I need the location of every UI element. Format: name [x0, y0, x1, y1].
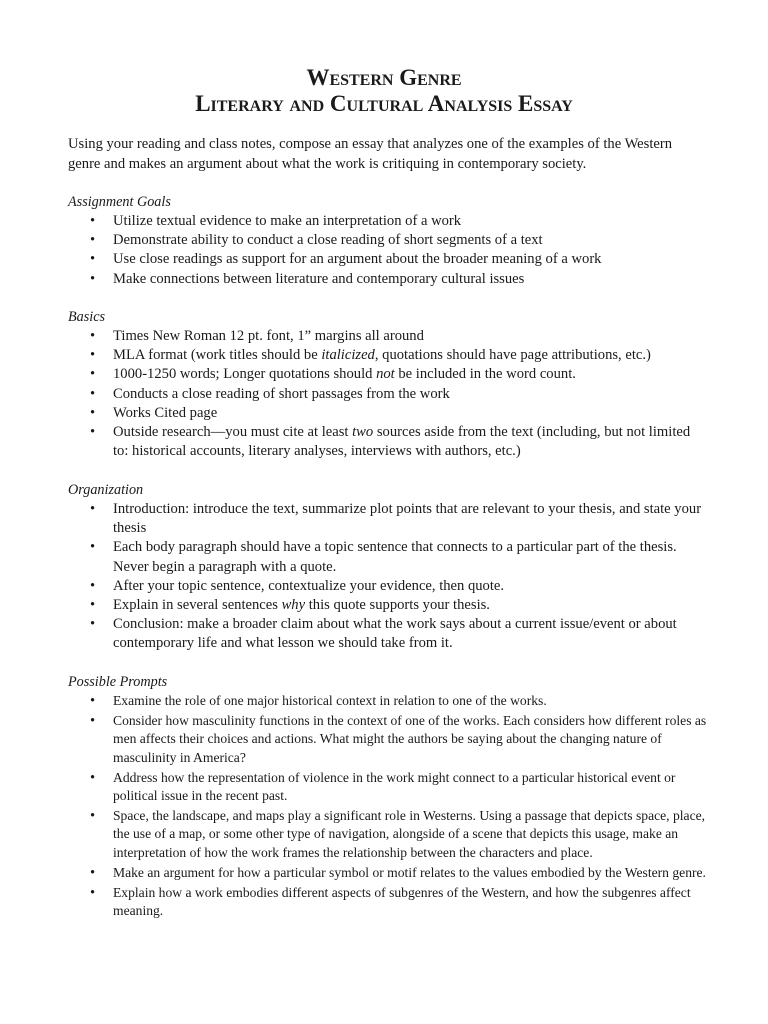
- list-item: [68, 423, 708, 461]
- item-text: MLA format (work titles should be: [113, 347, 322, 364]
- list-item: • Introduction: introduce the text, summarize plot points that are relevant to your thesis, and state your thesis: [68, 500, 708, 538]
- item-text: sources aside from the text (including, but not limited to: historical accounts, literary analyses, interviews with authors, etc.): [113, 424, 691, 460]
- item-text: Explain in several sentences: [113, 597, 282, 614]
- section-organization: [68, 481, 708, 654]
- list-item: [68, 365, 708, 384]
- section-heading: Assignment Goals: [68, 194, 171, 210]
- list-item: • Times New Roman 12 pt. font, 1” margins all around: [68, 327, 708, 346]
- emphasis-text: two: [352, 424, 374, 441]
- item-text: 1000-1250 words; Longer quotations should: [113, 366, 377, 383]
- list-item: • Utilize textual evidence to make an interpretation of a work: [68, 212, 708, 231]
- list-item: • Each body paragraph should have a topic sentence that connects to a particular part of the thesis. Never begin a paragraph with a quote.: [68, 538, 708, 576]
- list-item: • Works Cited page: [68, 404, 708, 423]
- section-assignment-goals: [68, 193, 708, 289]
- item-text: Outside research—you must cite at least: [113, 424, 353, 441]
- intro-paragraph: Using your reading and class notes, compose an essay that analyzes one of the examples of the Western genre and makes an argument about what the work is critiquing in contemporary society.: [68, 136, 673, 172]
- goals-list: [68, 212, 708, 289]
- list-item: • Examine the role of one major historical context in relation to one of the works.: [68, 692, 708, 710]
- prompts-list: [68, 692, 708, 920]
- list-item: • Address how the representation of violence in the work might connect to a particular historical event or political issue in the recent past.: [68, 769, 708, 805]
- list-item: • Make connections between literature and contemporary cultural issues: [68, 270, 708, 289]
- section-heading: Basics: [68, 309, 106, 325]
- list-item: [68, 596, 708, 615]
- list-item: • Space, the landscape, and maps play a significant role in Westerns. Using a passage that depicts space, place, the use of a map, or some other type of navigation, alongside of a scene that depicts this usage, make an interpretation of how the work frames the relationship between the characters and place.: [68, 807, 708, 862]
- item-text: be included in the word count.: [394, 366, 576, 383]
- list-item: • Use close readings as support for an argument about the broader meaning of a work: [68, 250, 708, 269]
- basics-list: [68, 327, 708, 461]
- emphasis-text: why: [281, 597, 306, 614]
- list-item: • Explain how a work embodies different aspects of subgenres of the Western, and how the subgenres affect meaning.: [68, 884, 708, 920]
- list-item: • Consider how masculinity functions in the context of one of the works. Each considers how different roles as men affects their choices and actions. What might the authors be saying about the changing nature of masculinity in America?: [68, 712, 708, 767]
- section-possible-prompts: [68, 673, 708, 920]
- list-item: • Demonstrate ability to conduct a close reading of short segments of a text: [68, 231, 708, 250]
- title-line-1: Western Genre: [306, 65, 462, 90]
- list-item: • After your topic sentence, contextualize your evidence, then quote.: [68, 577, 708, 596]
- list-item: [68, 346, 708, 365]
- title-line-2: Literary and Cultural Analysis Essay: [195, 91, 573, 116]
- section-heading: Organization: [68, 482, 144, 498]
- organization-list: [68, 500, 708, 654]
- list-item: • Conclusion: make a broader claim about what the work says about a current issue/event or about contemporary life and what lesson we should take from it.: [68, 615, 708, 653]
- list-item: • Make an argument for how a particular symbol or motif relates to the values embodied by the Western genre.: [68, 864, 708, 882]
- item-text: this quote supports your thesis.: [305, 597, 490, 614]
- section-basics: [68, 308, 708, 461]
- section-heading: Possible Prompts: [68, 674, 168, 690]
- item-text: , quotations should have page attributions, etc.): [374, 347, 651, 364]
- emphasis-text: italicized: [321, 347, 375, 364]
- emphasis-text: not: [376, 366, 395, 383]
- list-item: • Conducts a close reading of short passages from the work: [68, 385, 708, 404]
